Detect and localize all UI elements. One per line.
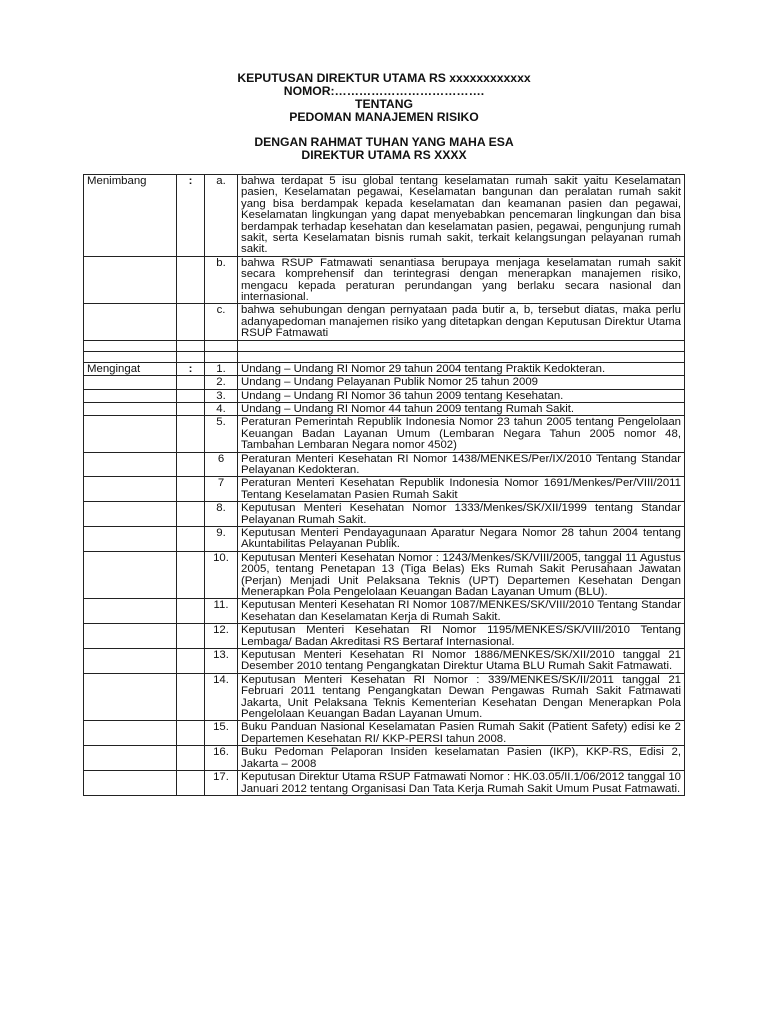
empty-cell (177, 340, 205, 351)
clause-number: 13. (205, 649, 238, 674)
empty-cell (84, 304, 177, 340)
clause-text: Keputusan Menteri Kesehatan RI Nomor : 339/MENKES/SK/II/2011 tanggal 21 Februari 2011 tentang Pengangkatan Dewan Pengawas Rumah Sakit Fatmawati Jakarta, Unit Pelaksana Teknis Kementerian Kesehatan Dengan Menerapkan Pola Pengelolaan Keuangan Badan Layanan Umum. (238, 673, 685, 721)
clause-row (84, 402, 685, 415)
empty-cell (177, 452, 205, 477)
clause-text: Peraturan Menteri Kesehatan Republik Indonesia Nomor 1691/Menkes/Per/VIII/2011 Tentang Keselamatan Pasien Rumah Sakit (238, 477, 685, 502)
spacer-row (84, 340, 685, 351)
clause-row (84, 389, 685, 402)
clause-text: Peraturan Menteri Kesehatan RI Nomor 1438/MENKES/Per/IX/2010 Tentang Standar Pelayanan Kedokteran. (238, 452, 685, 477)
empty-cell (177, 526, 205, 551)
clause-row (84, 502, 685, 527)
clause-row (84, 721, 685, 746)
empty-cell (177, 502, 205, 527)
empty-cell (177, 477, 205, 502)
empty-cell (177, 771, 205, 796)
empty-cell (84, 624, 177, 649)
clause-number: 1. (205, 362, 238, 375)
clause-row (84, 452, 685, 477)
empty-cell (177, 649, 205, 674)
empty-cell (84, 526, 177, 551)
clause-text: Undang – Undang Pelayanan Publik Nomor 25 tahun 2009 (238, 376, 685, 389)
clause-row (84, 175, 685, 257)
empty-cell (84, 477, 177, 502)
empty-cell (84, 402, 177, 415)
empty-cell (177, 351, 205, 362)
clause-text: Keputusan Direktur Utama RSUP Fatmawati Nomor : HK.03.05/II.1/06/2012 tanggal 10 Januari 2012 tentang Organisasi Dan Tata Kerja Rumah Sakit Umum Pusat Fatmawati. (238, 771, 685, 796)
clause-text: Keputusan Menteri Pendayagunaan Aparatur Negara Nomor 28 tahun 2004 tentang Akuntabilitas Pelayanan Publik. (238, 526, 685, 551)
clause-number: 3. (205, 389, 238, 402)
empty-cell (84, 649, 177, 674)
clause-number: 15. (205, 721, 238, 746)
clause-row (84, 771, 685, 796)
empty-cell (84, 502, 177, 527)
empty-cell (177, 389, 205, 402)
clause-text: Keputusan Menteri Kesehatan RI Nomor 1195/MENKES/SK/VIII/2010 Tentang Lembaga/ Badan Akreditasi RS Bertaraf Internasional. (238, 624, 685, 649)
clause-row (84, 526, 685, 551)
decree-title-block (0, 72, 768, 124)
empty-cell (84, 673, 177, 721)
empty-cell (84, 746, 177, 771)
clause-number: 10. (205, 551, 238, 599)
empty-cell (84, 771, 177, 796)
preamble-director: DIREKTUR UTAMA RS XXXX (301, 148, 467, 162)
section-label: Mengingat (84, 362, 177, 375)
empty-cell (177, 551, 205, 599)
empty-cell (84, 551, 177, 599)
clause-text: bahwa terdapat 5 isu global tentang keselamatan rumah sakit yaitu Keselamatan pasien, Keselamatan pegawai, Keselamatan bangunan dan peralatan rumah sakit yang bisa berdampak kepada keselamatan dan keamanan pasien dan pegawai, Keselamatan lingkungan yang dapat menyebabkan pencemaran lingkungan dan bisa berdampak terhadap kesehatan dan keselamatan pasien, pegawai, pengunjung rumah sakit, serta Keselamatan bisnis rumah sakit, terkait kelangsungan pelayanan rumah sakit. (238, 175, 685, 257)
empty-cell (177, 721, 205, 746)
empty-cell (205, 340, 238, 351)
clause-number: a. (205, 175, 238, 257)
clause-number: c. (205, 304, 238, 340)
decree-number: NOMOR:………………………………. (283, 84, 485, 98)
empty-cell (84, 389, 177, 402)
empty-cell (84, 340, 177, 351)
clause-text: Keputusan Menteri Kesehatan Nomor 1333/Menkes/SK/XII/1999 tentang Standar Pelayanan Rumah Sakit. (238, 502, 685, 527)
empty-cell (205, 351, 238, 362)
empty-cell (177, 416, 205, 452)
clause-text: Buku Panduan Nasional Keselamatan Pasien Rumah Sakit (Patient Safety) edisi ke 2 Departemen Kesehatan RI/ KKP-PERSI tahun 2008. (238, 721, 685, 746)
clause-number: 6 (205, 452, 238, 477)
clause-text: Keputusan Menteri Kesehatan RI Nomor 1087/MENKES/SK/VIII/2010 Tentang Standar Kesehatan dan Keselamatan Kerja di Rumah Sakit. (238, 599, 685, 624)
clause-row (84, 746, 685, 771)
empty-cell (84, 376, 177, 389)
clause-number: 9. (205, 526, 238, 551)
clause-text: Keputusan Menteri Kesehatan Nomor : 1243/Menkes/SK/VIII/2005, tanggal 11 Agustus 2005, tentang Penetapan 13 (Tiga Belas) Eks Rumah Sakit Perusahaan Jawatan (Perjan) Menjadi Unit Pelaksana Teknis (UPT) Departemen Kesehatan Dengan Menerapkan Pola Pengelolaan Keuangan Badan Layanan Umum (BLU). (238, 551, 685, 599)
empty-cell (84, 721, 177, 746)
empty-cell (177, 746, 205, 771)
clause-text: Buku Pedoman Pelaporan Insiden keselamatan Pasien (IKP), KKP-RS, Edisi 2, Jakarta – 2008 (238, 746, 685, 771)
empty-cell (84, 256, 177, 304)
empty-cell (177, 624, 205, 649)
empty-cell (84, 416, 177, 452)
clause-row (84, 256, 685, 304)
clause-number: 8. (205, 502, 238, 527)
clause-text: Undang – Undang RI Nomor 36 tahun 2009 tentang Kesehatan. (238, 389, 685, 402)
clause-row (84, 649, 685, 674)
empty-cell (238, 351, 685, 362)
empty-cell (84, 452, 177, 477)
clause-row (84, 551, 685, 599)
clause-number: 2. (205, 376, 238, 389)
clause-row (84, 624, 685, 649)
section-label: Menimbang (84, 175, 177, 257)
empty-cell (84, 351, 177, 362)
clause-row (84, 304, 685, 340)
clause-number: 17. (205, 771, 238, 796)
empty-cell (177, 256, 205, 304)
empty-cell (177, 599, 205, 624)
clause-number: 12. (205, 624, 238, 649)
clause-number: 16. (205, 746, 238, 771)
empty-cell (177, 376, 205, 389)
clause-text: bahwa sehubungan dengan pernyataan pada butir a, b, tersebut diatas, maka perlu adanyapedoman manajemen risiko yang ditetapkan dengan Keputusan Direktur Utama RSUP Fatmawati (238, 304, 685, 340)
clause-text: Undang – Undang RI Nomor 44 tahun 2009 tentang Rumah Sakit. (238, 402, 685, 415)
decree-preamble-block (0, 136, 768, 162)
clause-row (84, 599, 685, 624)
clause-text: Peraturan Pemerintah Republik Indonesia Nomor 23 tahun 2005 tentang Pengelolaan Keuangan Badan Layanan Umum (Lembaran Negara Tahun 2005 nomor 48, Tambahan Lembaran Negara nomor 4502) (238, 416, 685, 452)
clause-number: 14. (205, 673, 238, 721)
clause-row (84, 416, 685, 452)
clause-text: Keputusan Menteri Kesehatan RI Nomor 1886/MENKES/SK/XII/2010 tanggal 21 Desember 2010 tentang Pengangkatan Direktur Utama BLU Rumah Sakit Fatmawati. (238, 649, 685, 674)
clause-text: Undang – Undang RI Nomor 29 tahun 2004 tentang Praktik Kedokteran. (238, 362, 685, 375)
decree-about: TENTANG (355, 97, 413, 111)
clause-number: 7 (205, 477, 238, 502)
decree-title: KEPUTUSAN DIREKTUR UTAMA RS xxxxxxxxxxxx (237, 71, 531, 85)
clause-number: 11. (205, 599, 238, 624)
empty-cell (84, 599, 177, 624)
preamble-blessing: DENGAN RAHMAT TUHAN YANG MAHA ESA (254, 135, 514, 149)
section-colon: : (177, 362, 205, 375)
clause-row (84, 362, 685, 375)
considerations-table (83, 174, 685, 796)
clause-row (84, 477, 685, 502)
clause-row (84, 376, 685, 389)
decree-subject: PEDOMAN MANAJEMEN RISIKO (289, 110, 479, 124)
clause-number: 4. (205, 402, 238, 415)
empty-cell (177, 673, 205, 721)
section-colon: : (177, 175, 205, 257)
empty-cell (238, 340, 685, 351)
spacer-row (84, 351, 685, 362)
clause-row (84, 673, 685, 721)
clause-number: b. (205, 256, 238, 304)
empty-cell (177, 304, 205, 340)
clause-text: bahwa RSUP Fatmawati senantiasa berupaya menjaga keselamatan rumah sakit secara komprehensif dan terintegrasi dengan menerapkan manajemen risiko, mengacu kepada peraturan perundangan yang berlaku secara nasional dan internasional. (238, 256, 685, 304)
empty-cell (177, 402, 205, 415)
clause-number: 5. (205, 416, 238, 452)
